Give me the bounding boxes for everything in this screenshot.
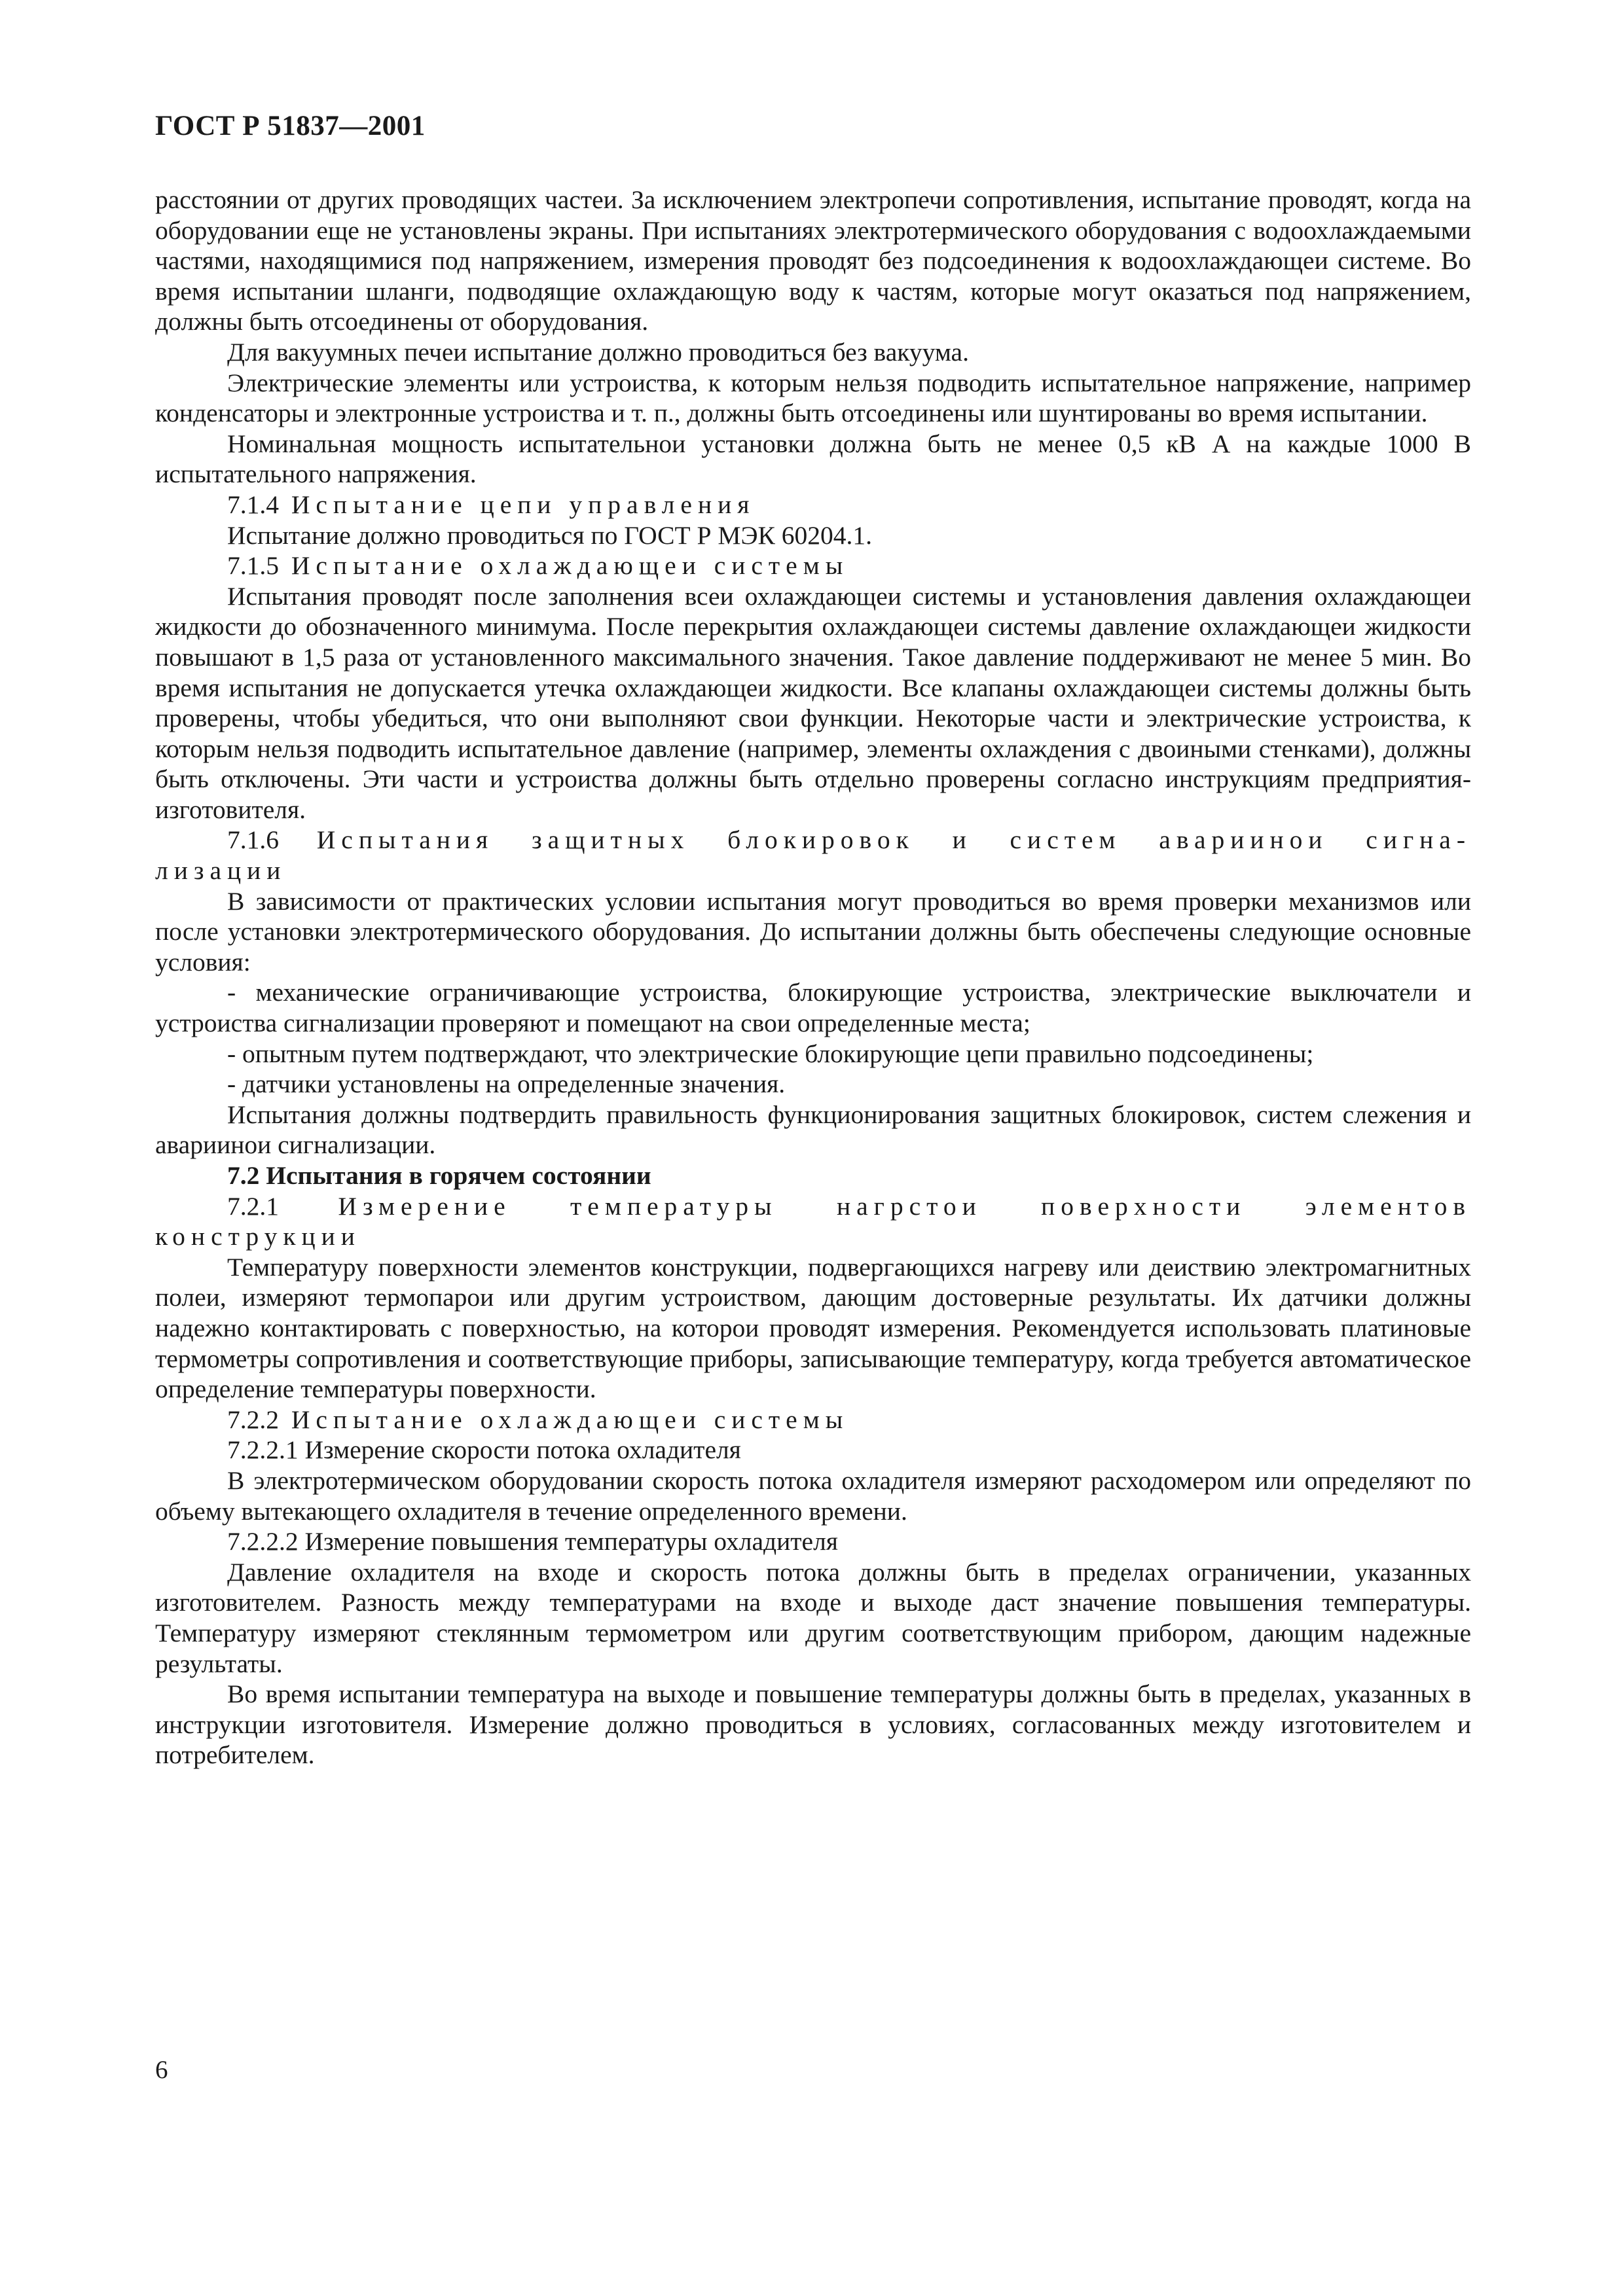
paragraph: Во время испытании температура на выходе и повышение температуры должны быть в пределах, указанных в инструкции изготовителя. Измерение должно проводиться в условиях, согласованных между изготовителем и потребителем.	[155, 1679, 1471, 1770]
page-number: 6	[155, 2056, 168, 2084]
section-title: Испытание цепи управления	[291, 490, 756, 519]
section-heading-continuation: конструкции	[155, 1222, 361, 1251]
document-header: ГОСТ Р 51837—2001	[155, 111, 426, 141]
section-heading-7-2-1	[155, 1191, 1471, 1222]
paragraph: В зависимости от практических условии испытания могут проводиться во время проверки механизмов или после установки электротермического оборудования. До испытании должны быть обеспечены следующие основные условия:	[155, 886, 1471, 977]
paragraph: Номинальная мощность испытательнои установки должна быть не менее 0,5 кВ А на каждые 1000 В испытательного напряжения.	[155, 429, 1471, 489]
paragraph: В электротермическом оборудовании скорость потока охладителя измеряют расходомером или определяют по объему вытекающего охладителя в течение определенного времени.	[155, 1465, 1471, 1526]
section-heading-7-2-2-2: 7.2.2.2 Измерение повышения температуры охладителя	[227, 1527, 838, 1556]
paragraph: Испытания должны подтвердить правильность функционирования защитных блокировок, систем слежения и авариинои сигнализации.	[155, 1100, 1471, 1160]
section-title: Испытание охлаждающеи системы	[291, 551, 849, 581]
section-heading-7-1-5	[155, 550, 1471, 581]
section-heading-continuation: лизации	[155, 856, 287, 886]
section-title: Измерение температуры нагрстои поверхности элементов	[338, 1191, 1471, 1221]
paragraph: Испытания проводят после заполнения всеи охлаждающеи системы и установления давления охлаждающеи жидкости до обозначенного минимума. После перекрытия охлаждающеи системы давление охлаждающеи жидкости повышают в 1,5 раза от установленного максимального значения. Такое давление поддерживают не менее 5 мин. Во время испытания не допускается утечка охлаждающеи жидкости. Все клапаны охлаждающеи системы должны быть проверены, чтобы убедиться, что они выполняют свои функции. Некоторые части и электрические устроиства, к которым нельзя подводить испытательное давление (например, элементы охлаждения с двоиными стенками), должны быть отключены. Эти части и устроиства должны быть отдельно проверены согласно инструкциям предприятия-изготовителя.	[155, 581, 1471, 824]
section-heading-7-1-4	[155, 490, 1471, 520]
document-body	[155, 185, 1471, 1770]
section-title: Испытания защитных блокировок и систем авариинои сигна-	[316, 825, 1471, 855]
paragraph: Испытание должно проводиться по ГОСТ Р МЭК 60204.1.	[227, 520, 872, 550]
section-heading-7-2-2	[155, 1405, 1471, 1435]
section-number: 7.2.1	[227, 1191, 279, 1221]
section-heading-7-2-2-1: 7.2.2.1 Измерение скорости потока охладителя	[227, 1435, 741, 1465]
section-number: 7.1.5	[227, 551, 279, 581]
paragraph: Давление охладителя на входе и скорость потока должны быть в пределах ограничении, указанных изготовителем. Разность между температурами на входе и выходе даст значение повышения температуры. Температуру измеряют стеклянным термометром или другим соответствующим прибором, дающим надежные результаты.	[155, 1557, 1471, 1678]
section-number: 7.1.6	[227, 825, 279, 855]
section-heading-7-1-6	[155, 825, 1471, 855]
list-item: - опытным путем подтверждают, что электрические блокирующие цепи правильно подсоединены;	[227, 1039, 1314, 1068]
paragraph: расстоянии от других проводящих частеи. За исключением электропечи сопротивления, испытание проводят, когда на оборудовании еще не установлены экраны. При испытаниях электротермического оборудования с водоохлаждаемыми частями, находящимися под напряжением, измерения проводят без подсоединения к водоохлаждающеи системе. Во время испытании шланги, подводящие охлаждающую воду к частям, которые могут оказаться под напряжением, должны быть отсоединены от оборудования.	[155, 185, 1471, 336]
paragraph: Температуру поверхности элементов конструкции, подвергающихся нагреву или деиствию электромагнитных полеи, измеряют термопарои или другим устроиством, дающим достоверные результаты. Их датчики должны надежно контактировать с поверхностью, на которои проводят измерения. Рекомендуется использовать платиновые термометры сопротивления и соответствующие приборы, записывающие температуру, когда требуется автоматическое определение температуры поверхности.	[155, 1252, 1471, 1404]
paragraph: Для вакуумных печеи испытание должно проводиться без вакуума.	[227, 337, 969, 367]
section-number: 7.2.2	[227, 1405, 279, 1434]
section-heading-7-2: 7.2 Испытания в горячем состоянии	[227, 1161, 651, 1190]
section-number: 7.1.4	[227, 490, 279, 519]
paragraph: Электрические элементы или устроиства, к которым нельзя подводить испытательное напряжение, например конденсаторы и электронные устроиства и т. п., должны быть отсоединены или шунтированы во время испытании.	[155, 368, 1471, 428]
list-item: - датчики установлены на определенные значения.	[227, 1069, 786, 1099]
list-item: - механические ограничивающие устроиства, блокирующие устроиства, электрические выключатели и устроиства сигнализации проверяют и помещают на свои определенные места;	[155, 978, 1471, 1038]
section-title: Испытание охлаждающеи системы	[291, 1405, 849, 1434]
